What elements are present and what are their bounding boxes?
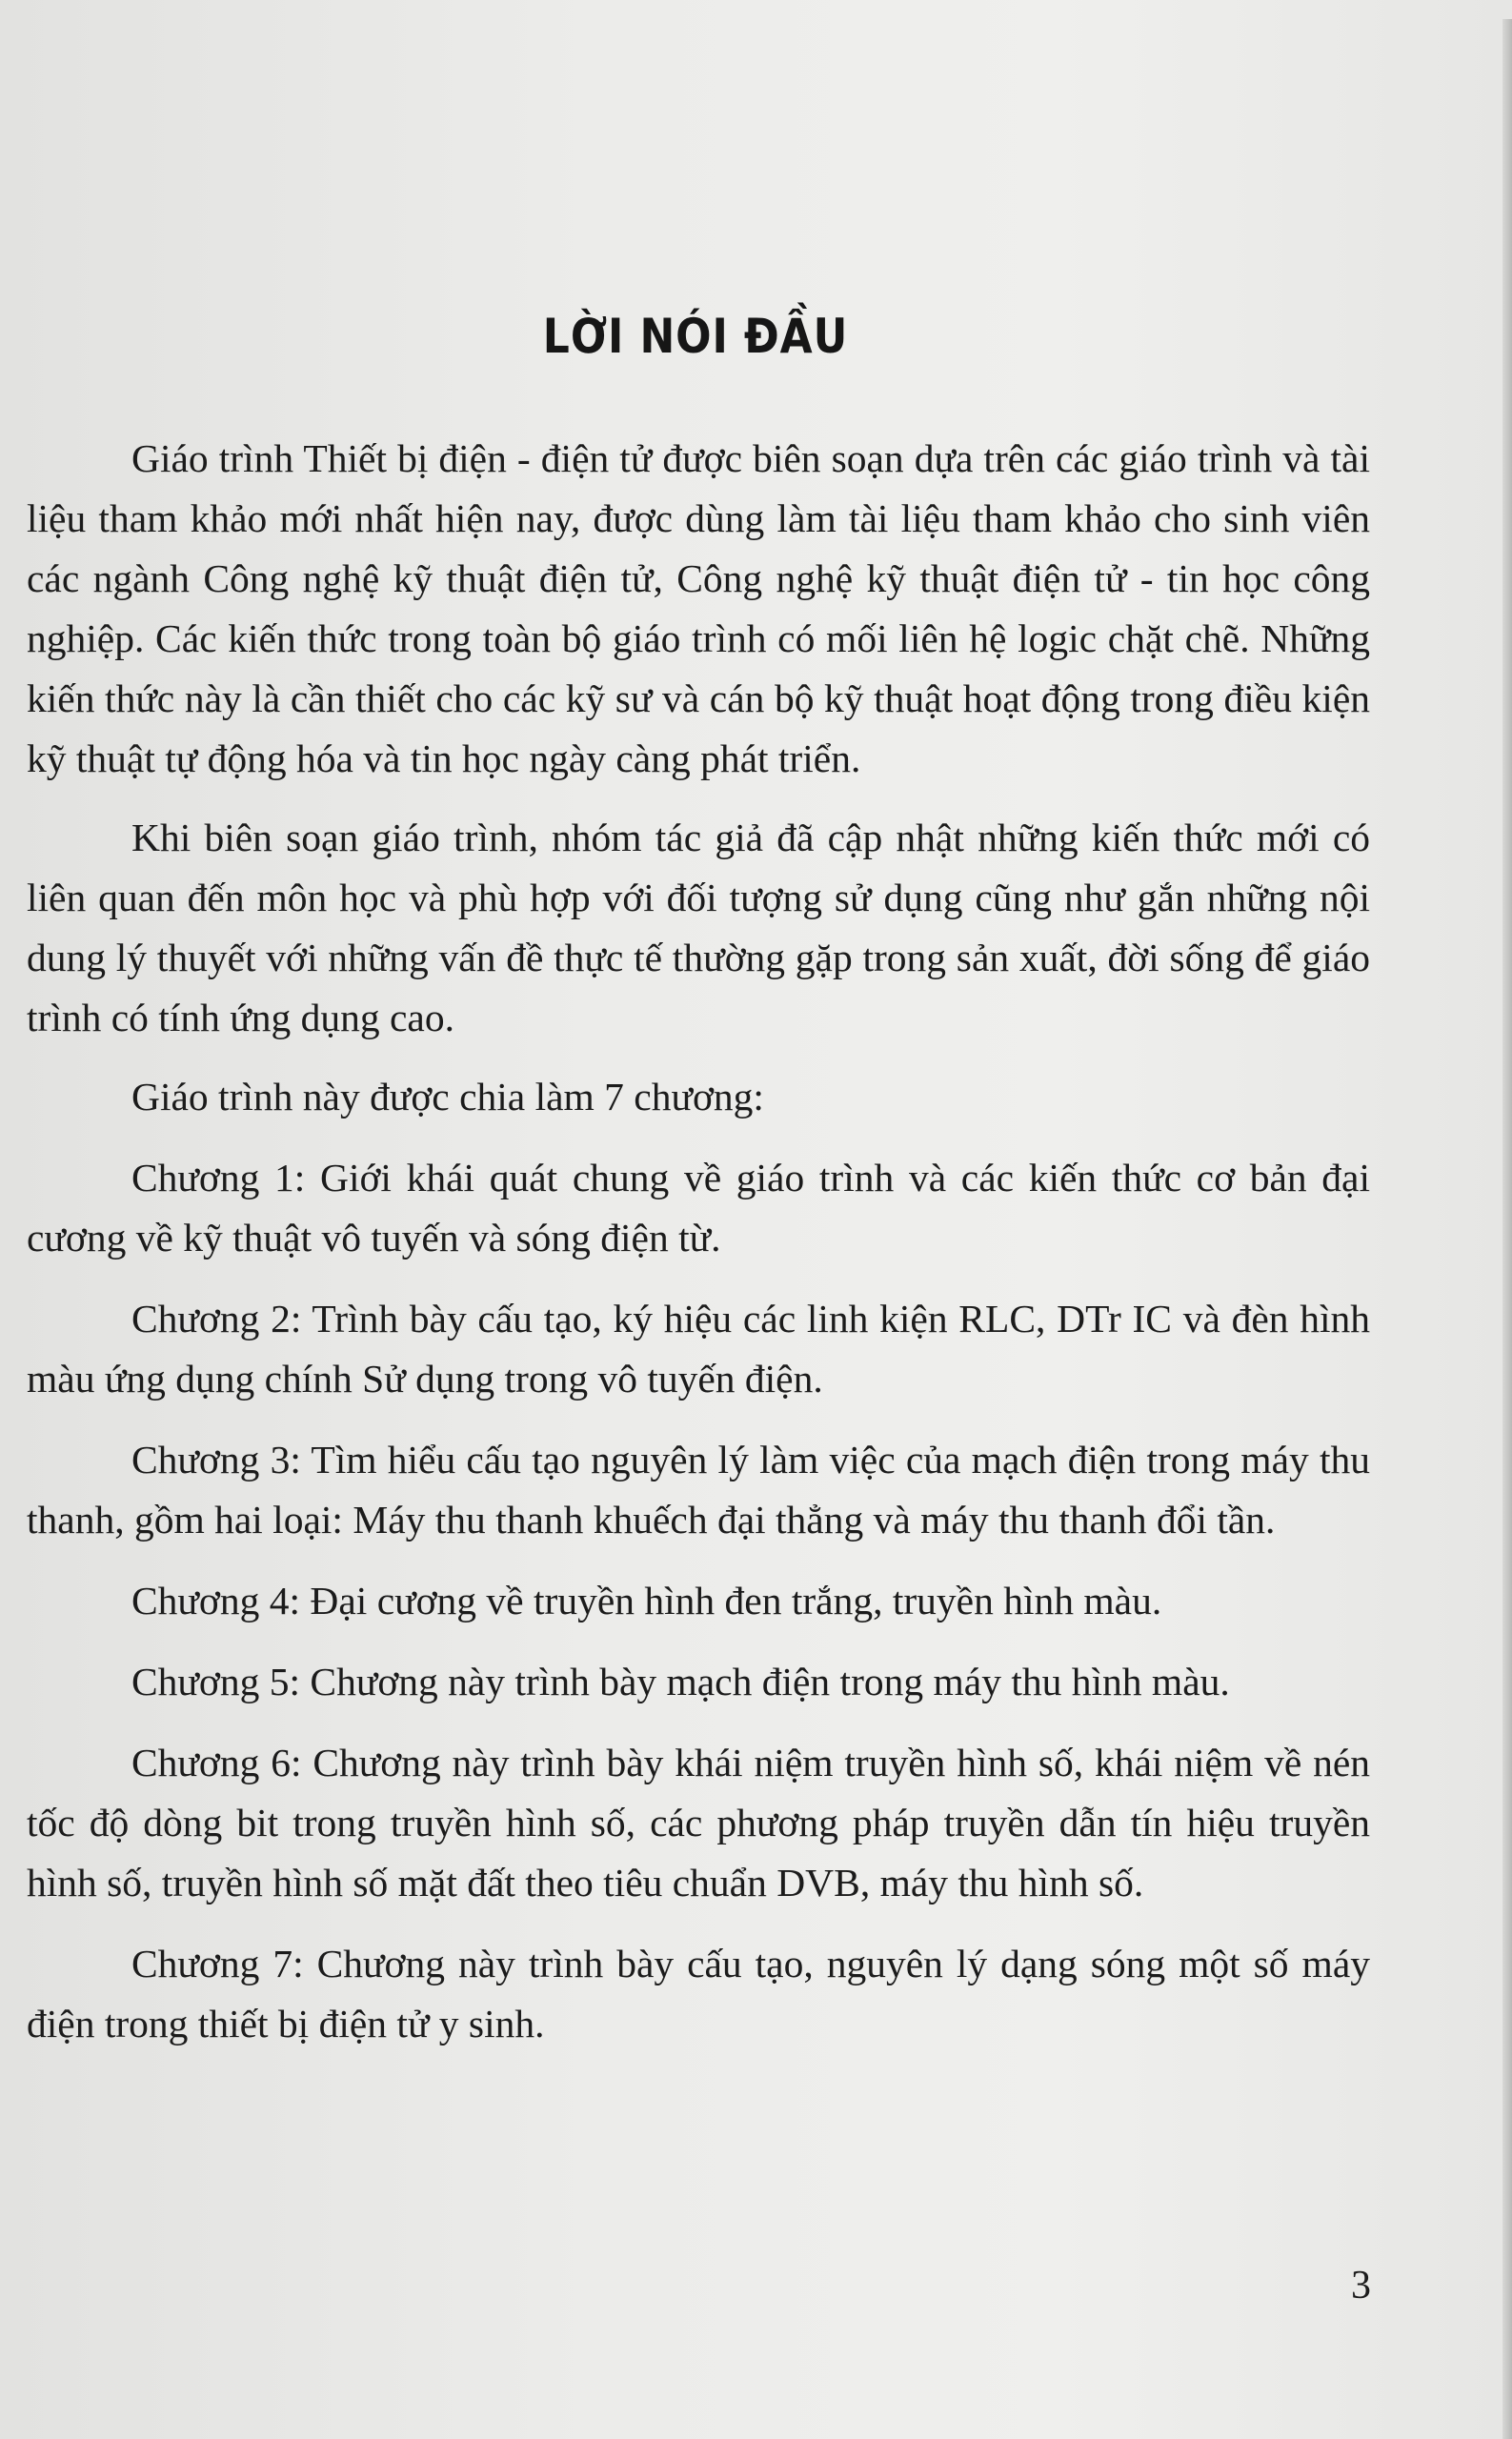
chapter-2-paragraph: Chương 2: Trình bày cấu tạo, ký hiệu các linh kiện RLC, DTr IC và đèn hình màu ứng dụng chính Sử dụng trong vô tuyến điện. — [27, 1297, 1370, 1401]
chapter-5-paragraph: Chương 5: Chương này trình bày mạch điện trong máy thu hình màu. — [131, 1660, 1230, 1703]
chapter-7-paragraph: Chương 7: Chương này trình bày cấu tạo, nguyên lý dạng sóng một số máy điện trong thiết bị điện tử y sinh. — [27, 1942, 1370, 2046]
page-edge — [1502, 19, 1512, 2439]
method-paragraph: Khi biên soạn giáo trình, nhóm tác giả đã cập nhật những kiến thức mới có liên quan đến môn học và phù hợp với đối tượng sử dụng cũng như gắn những nội dung lý thuyết với những vấn đề thực tế thường gặp trong sản xuất, đời sống để giáo trình có tính ứng dụng cao. — [27, 816, 1370, 1039]
chapter-4-paragraph: Chương 4: Đại cương về truyền hình đen trắng, truyền hình màu. — [131, 1579, 1162, 1623]
page-number: 3 — [1351, 2264, 1371, 2308]
chapter-overview-paragraph: Giáo trình này được chia làm 7 chương: — [131, 1075, 764, 1119]
page-heading: LỜI NÓI ĐẦU — [542, 308, 849, 364]
chapter-6-paragraph: Chương 6: Chương này trình bày khái niệm truyền hình số, khái niệm về nén tốc độ dòng bit trong truyền hình số, các phương pháp truyền dẫn tín hiệu truyền hình số, truyền hình số mặt đất theo tiêu chuẩn DVB, máy thu hình số. — [27, 1741, 1370, 1905]
chapter-3-paragraph: Chương 3: Tìm hiểu cấu tạo nguyên lý làm việc của mạch điện trong máy thu thanh, gồm hai loại: Máy thu thanh khuếch đại thẳng và máy thu thanh đổi tần. — [27, 1438, 1370, 1542]
body-text — [27, 429, 1370, 2075]
chapter-1-paragraph: Chương 1: Giới khái quát chung về giáo trình và các kiến thức cơ bản đại cương về kỹ thuật vô tuyến và sóng điện từ. — [27, 1156, 1370, 1260]
intro-paragraph: Giáo trình Thiết bị điện - điện tử được biên soạn dựa trên các giáo trình và tài liệu tham khảo mới nhất hiện nay, được dùng làm tài liệu tham khảo cho sinh viên các ngành Công nghệ kỹ thuật điện tử, Công nghệ kỹ thuật điện tử - tin học công nghiệp. Các kiến thức trong toàn bộ giáo trình có mối liên hệ logic chặt chẽ. Những kiến thức này là cần thiết cho các kỹ sư và cán bộ kỹ thuật hoạt động trong điều kiện kỹ thuật tự động hóa và tin học ngày càng phát triển. — [27, 436, 1370, 780]
